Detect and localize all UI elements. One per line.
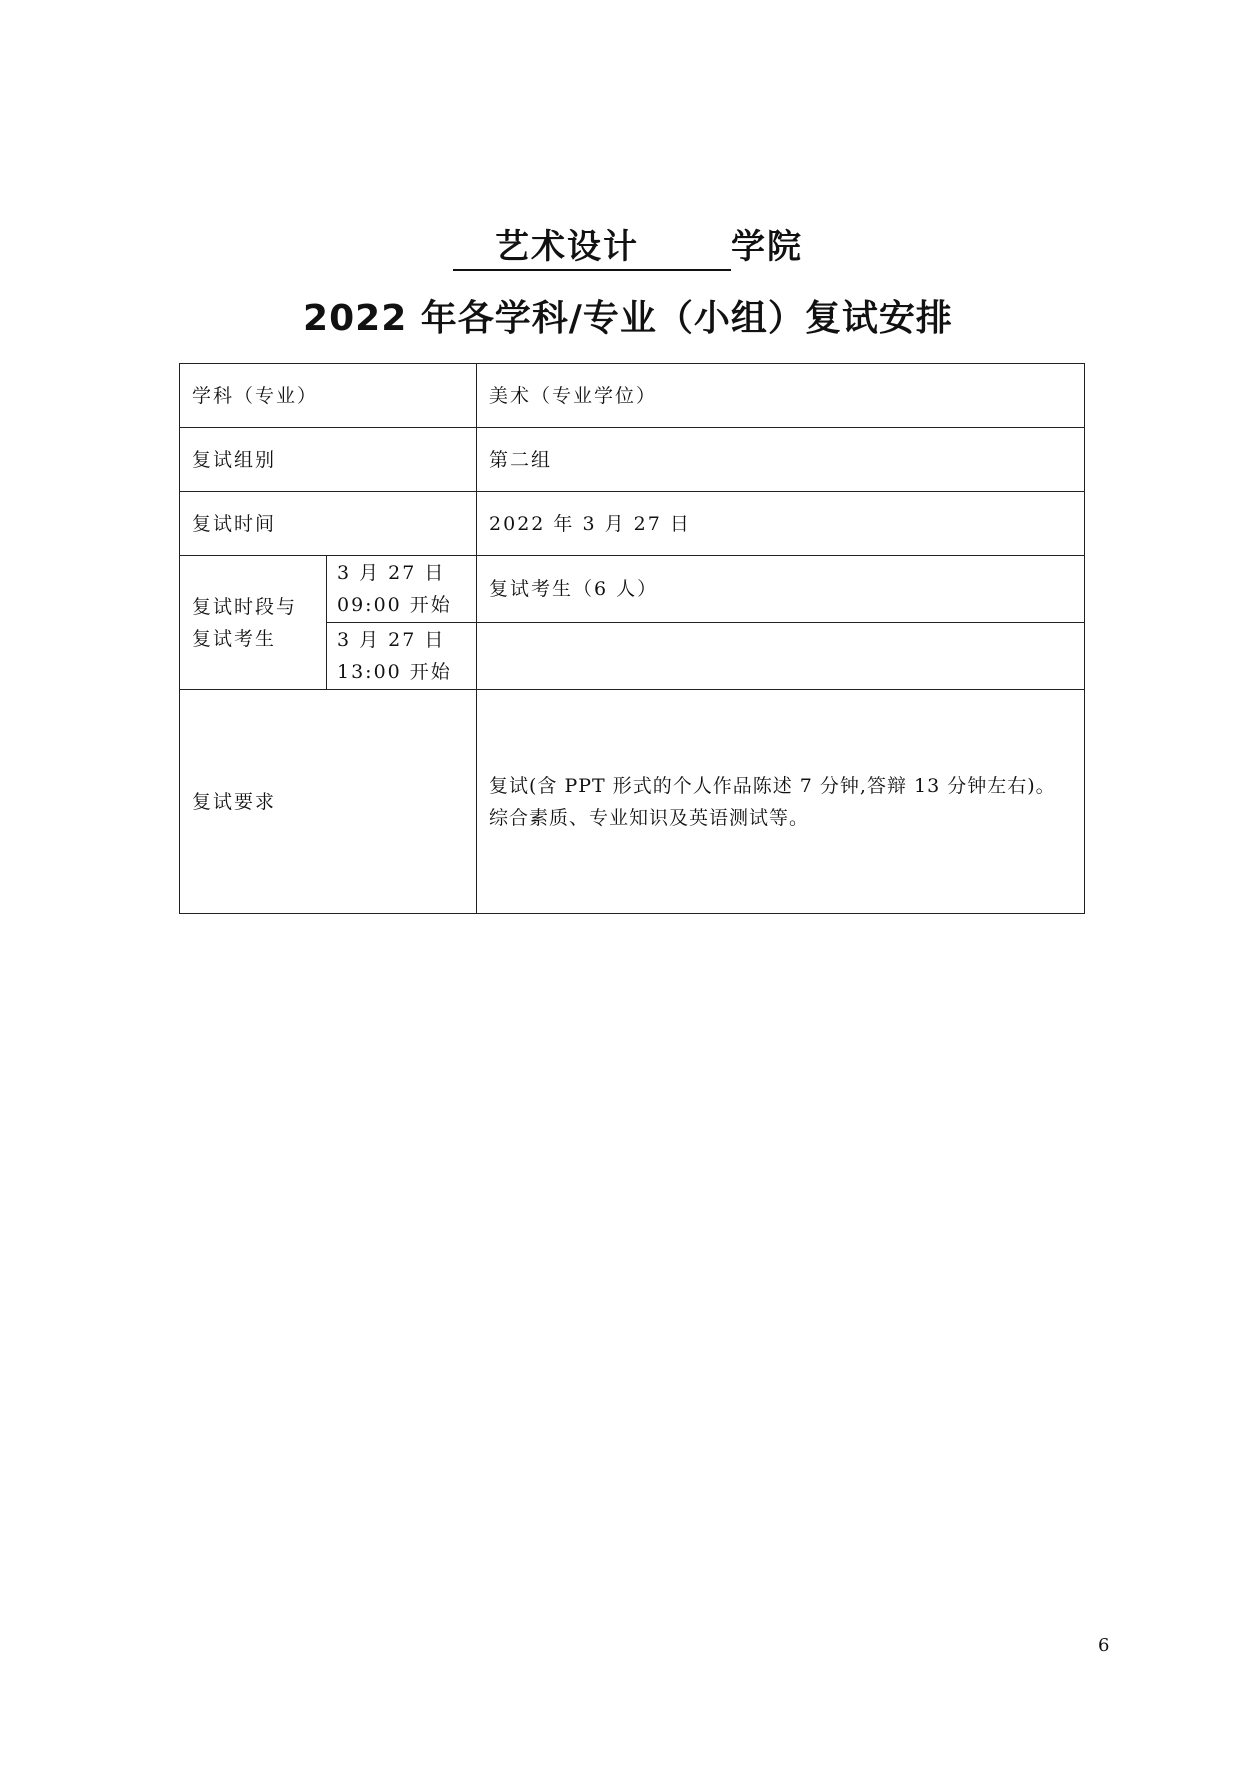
session-2-time: 13:00 开始 (337, 661, 452, 683)
session-2-date: 3 月 27 日 (337, 629, 446, 651)
session-1-slot (327, 556, 477, 623)
schedule-table (179, 363, 1085, 914)
table-row-group (180, 428, 1085, 492)
college-suffix: 学院 (731, 227, 803, 267)
time-value: 2022 年 3 月 27 日 (477, 492, 1085, 556)
session-1-time: 09:00 开始 (337, 594, 452, 616)
college-name: 艺术设计 (453, 225, 731, 271)
requirement-line-1: 复试(含 PPT 形式的个人作品陈述 7 分钟,答辩 13 分钟左右)。 (489, 774, 1056, 797)
session-label (180, 556, 327, 690)
group-value: 第二组 (477, 428, 1085, 492)
requirement-value (477, 690, 1085, 914)
subject-label: 学科（专业） (180, 364, 477, 428)
table-row-requirement (180, 690, 1085, 914)
session-2-value (477, 623, 1085, 690)
schedule-title: 2022 年各学科/专业（小组）复试安排 (303, 298, 953, 339)
subject-value: 美术（专业学位） (477, 364, 1085, 428)
session-2-slot (327, 623, 477, 690)
requirement-label: 复试要求 (180, 690, 477, 914)
session-1-value: 复试考生（6 人） (477, 556, 1085, 623)
group-label: 复试组别 (180, 428, 477, 492)
table-row-time (180, 492, 1085, 556)
session-label-line-1: 复试时段与 (192, 595, 298, 618)
table-row-session-1 (180, 556, 1085, 623)
page-number: 6 (1098, 1635, 1110, 1656)
requirement-line-2: 综合素质、专业知识及英语测试等。 (489, 806, 810, 829)
college-title (0, 222, 1256, 272)
time-label: 复试时间 (180, 492, 477, 556)
session-label-line-2: 复试考生 (192, 627, 277, 650)
session-1-date: 3 月 27 日 (337, 562, 446, 584)
table-row-subject (180, 364, 1085, 428)
